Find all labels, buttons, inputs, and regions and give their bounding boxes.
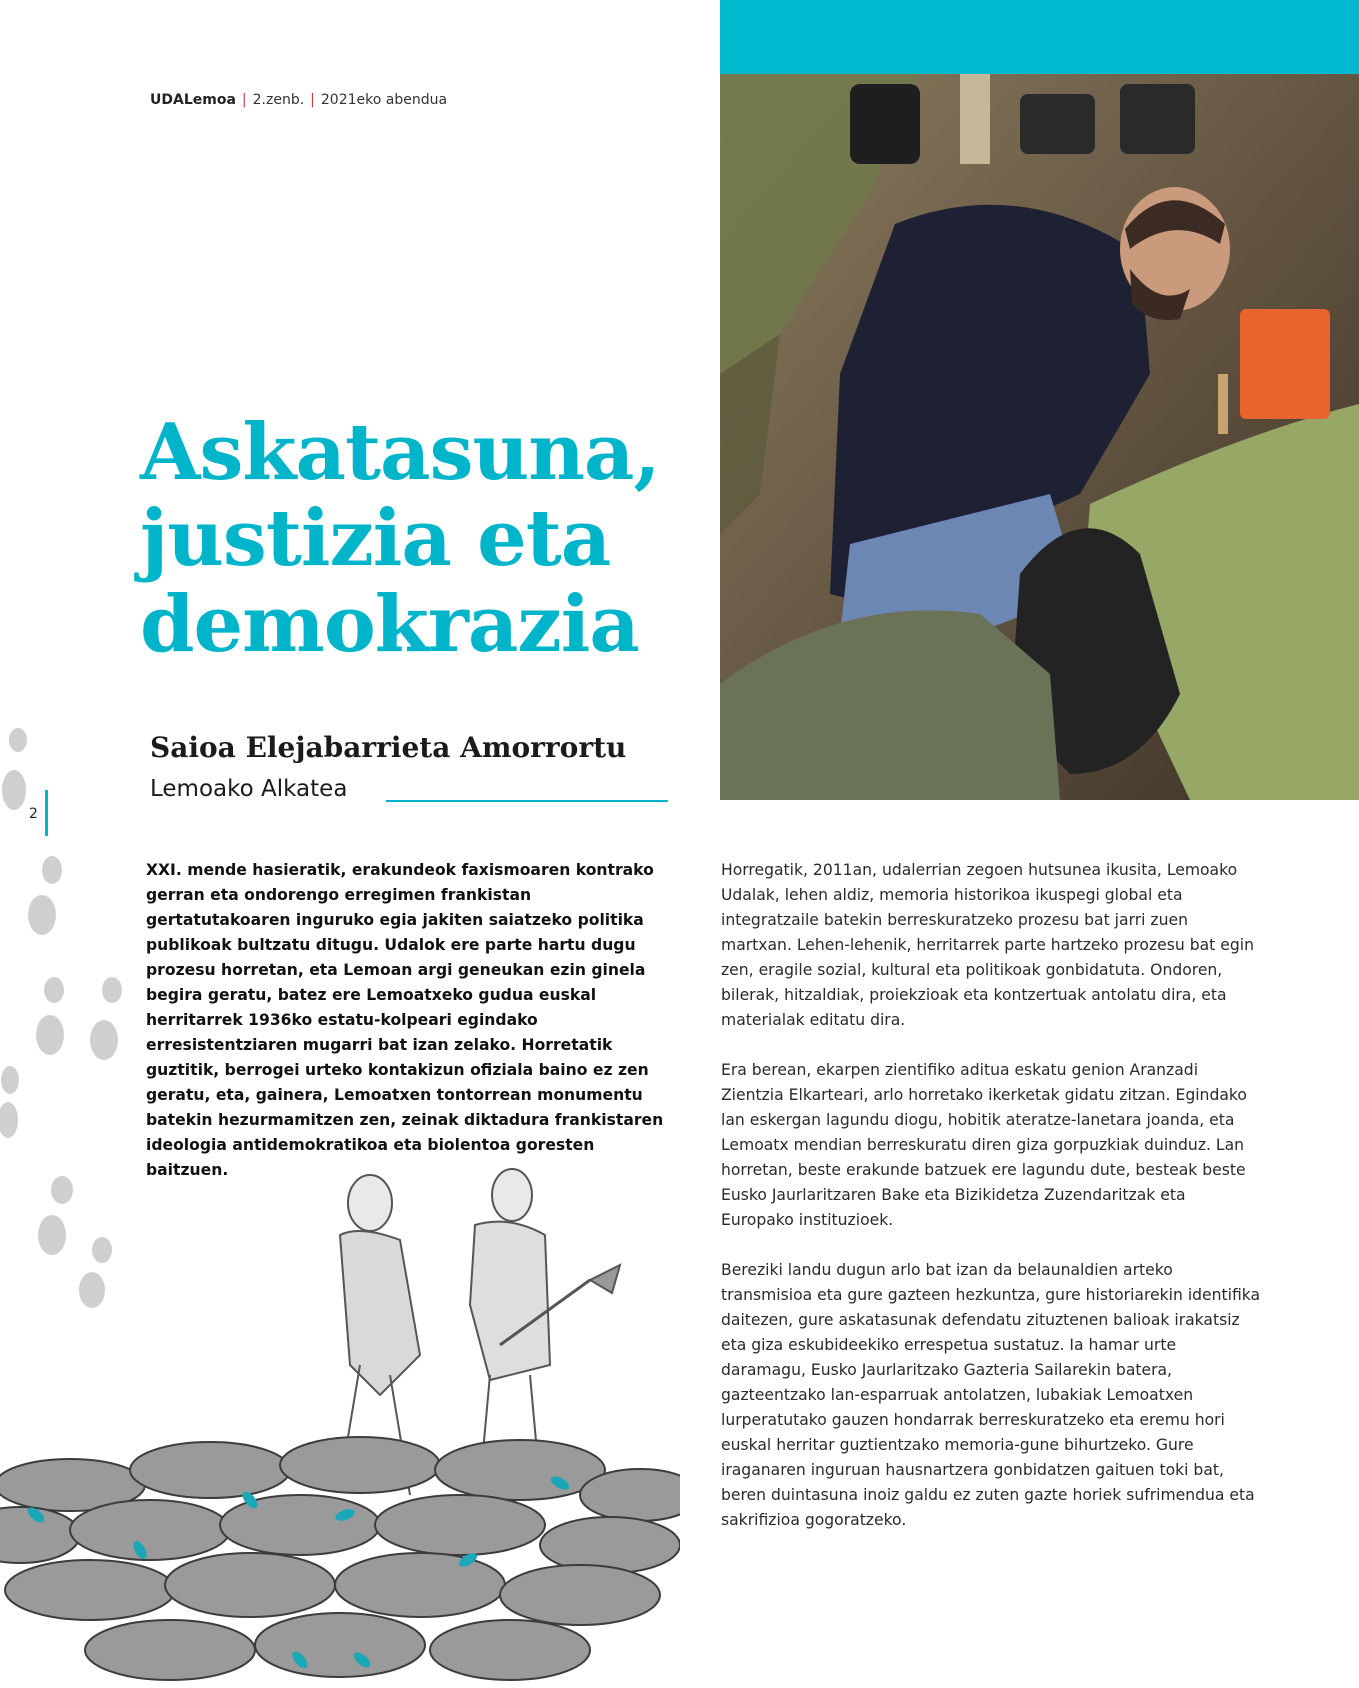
- intro-paragraph: XXI. mende hasieratik, erakundeok faxismoaren kontrako gerran eta ondorengo erregimen frankistan gertatutakoaren inguruko egia jakiten saiatzeko politika publikoak bultzatu ditugu. Udalok ere parte hartu dugu prozesu horretan, eta Lemoan argi geneukan ezin ginela begira geratu, batez ere Lemoatxeko gudua euskal herritarrek 1936ko estatu-kolpeari egindako erresistentziaren mugarri bat izan zelako. Horretatik guztitik, berrogei urteko kontakizun ofiziala baino ez zen geratu, eta, gainera, Lemoatxen tontorrean monumentu batekin hezurmamitzen zen, zeinak diktadura frankistaren ideologia antidemokratikoa eta biolentoa goresten baitzuen.: [146, 861, 664, 1179]
- excavation-photo: [720, 74, 1359, 800]
- page-number: 2: [29, 806, 38, 822]
- body-column: [721, 858, 1261, 1558]
- issue-date: 2021eko abendua: [320, 92, 448, 108]
- author-role: Lemoako Alkatea: [150, 776, 348, 802]
- title-line: justizia eta: [140, 493, 611, 584]
- author-name: Saioa Elejabarrieta Amorrortu: [150, 731, 627, 764]
- body-paragraph: Era berean, ekarpen zientifiko aditua eskatu genion Aranzadi Zientzia Elkarteari, arlo horretako ikerketak gidatu zitzan. Egindako lan eskergan lagundu diogu, hobitik ateratze-lanetara joanda, eta Lemoatx mendian berreskuratu diren giza gorpuzkiak duinduz. Lan horretan, beste erakunde batzuek ere lagundu dute, besteak beste Eusko Jaurlaritzaren Bake eta Bizikidetza Zuzendaritzak eta Europako instituzioek.: [721, 1061, 1247, 1229]
- header-separator: |: [310, 92, 315, 108]
- header-separator: |: [241, 92, 247, 108]
- article-title: [140, 407, 700, 670]
- role-divider: [386, 800, 668, 802]
- excavation-photo-drawing: [720, 74, 1359, 800]
- magazine-name: UDALemoa: [150, 92, 236, 108]
- issue-header: [150, 92, 447, 108]
- body-paragraph: Horregatik, 2011an, udalerrian zegoen hutsunea ikusita, Lemoako Udalak, lehen aldiz, memoria historikoa ikuspegi global eta integratzaile batekin berreskuratzeko prozesu bat jarri zuen martxan. Lehen-lehenik, herritarrek parte hartzeko prozesu bat egin zen, eragile sozial, kultural eta politikoak gonbidatuta. Ondoren, bilerak, hitzaldiak, proiekzioak eta kontzertuak antolatu dira, eta materialak editatu dira.: [721, 861, 1254, 1029]
- title-line: Askatasuna,: [140, 407, 660, 498]
- sandbag-trench-sketch: [0, 1165, 680, 1684]
- issue-number: 2.zenb.: [252, 92, 305, 108]
- body-paragraph: Bereziki landu dugun arlo bat izan da belaunaldien arteko transmisioa eta gure gazteen hezkuntza, gure historiarekin identifika daitezen, gure askatasunak defendatu zituztenen balioak irakatsiz eta giza eskubideekiko errespetua sustatuz. Ia hamar urte daramagu, Eusko Jaurlaritzako Gazteria Sailarekin batera, gazteentzako lan-esparruak antolatzen, lubakiak Lemoatxen lurperatutako gauzen hondarrak berreskuratzeko eta eremu hori euskal herritar guztientzako memoria-gune bihurtzeko. Gure iraganaren inguruan hausnartzera gonbidatzen gaituen toki bat, beren duintasuna inoiz galdu ez zuten gazte horiek sufrimendua eta sakrifizioa gogoratzeko.: [721, 1261, 1261, 1529]
- title-line: demokrazia: [140, 579, 639, 670]
- sketch-drawing: [0, 1165, 680, 1684]
- teal-accent-bar: [720, 0, 1359, 74]
